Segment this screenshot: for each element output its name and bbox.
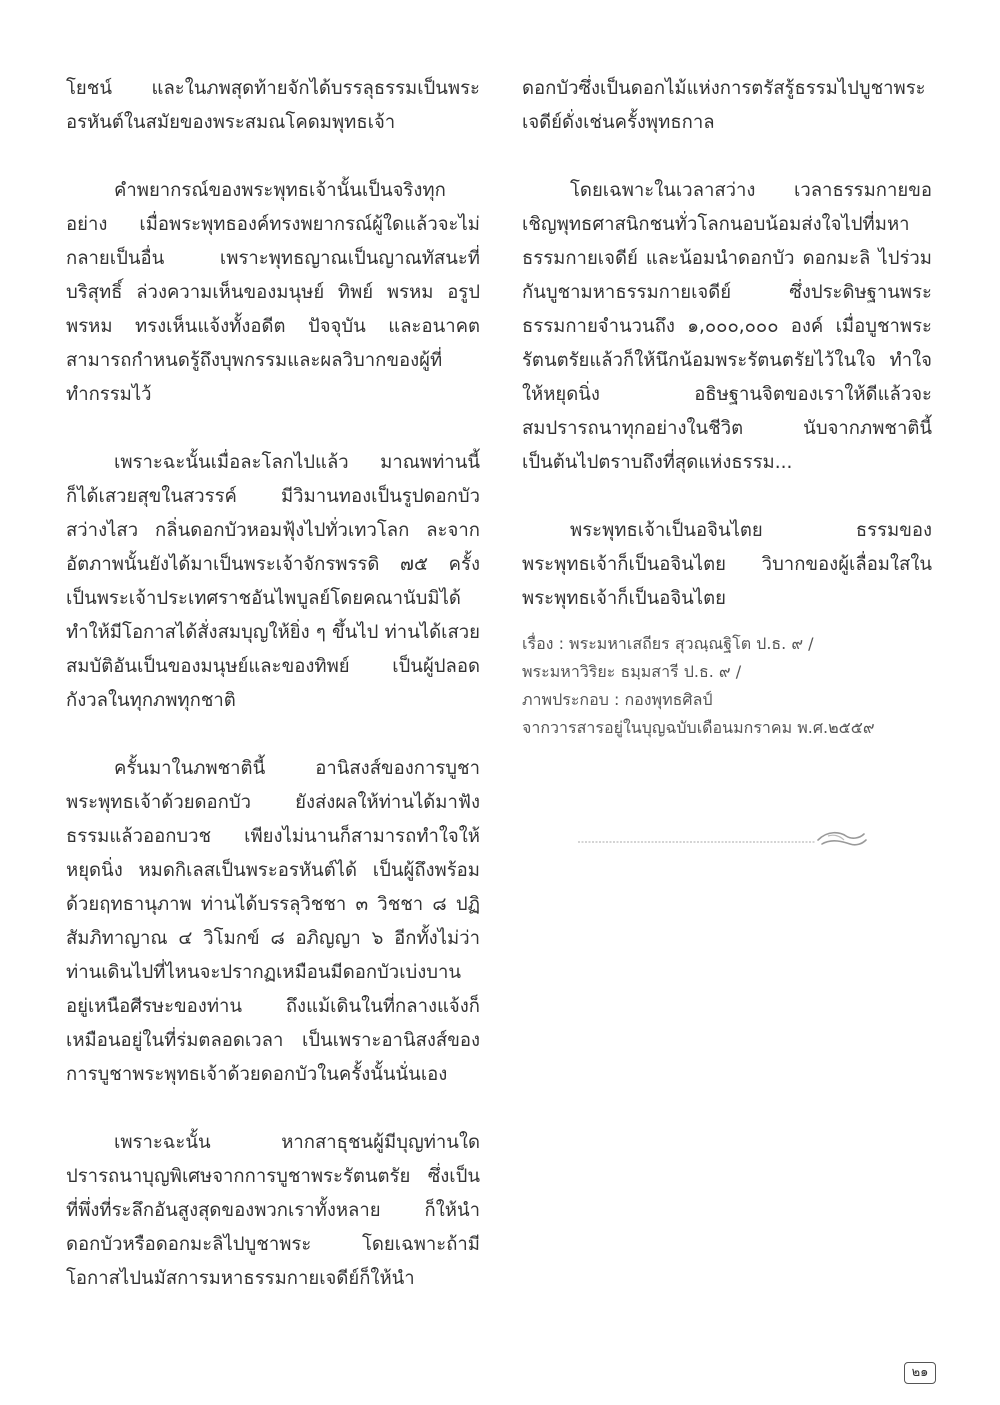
- article-credits: [522, 630, 932, 742]
- credit-illustration: ภาพประกอบ : กองพุทธศิลป์: [522, 690, 713, 709]
- paragraph-this-life: ครั้นมาในภพชาตินี้ อานิสงส์ของการบูชาพระพุทธเจ้าด้วยดอกบัว ยังส่งผลให้ท่านได้มาฟังธรรมแล้วออกบวช เพียงไม่นานก็สามารถทำใจให้หยุดนิ่ง หมดกิเลสเป็นพระอรหันต์ได้ เป็นผู้ถึงพร้อมด้วยฤทธานุภาพ ท่านได้บรรลุวิชชา ๓ วิชชา ๘ ปฏิสัมภิทาญาณ ๔ วิโมกข์ ๘ อภิญญา ๖ อีกทั้งไม่ว่าท่านเดินไปที่ไหนจะปรากฏเหมือนมีดอกบัวเบ่งบานอยู่เหนือศีรษะของท่าน ถึงแม้เดินในที่กลางแจ้งก็เหมือนอยู่ในที่ร่มตลอดเวลา เป็นเพราะอานิสงส์ของการบูชาพระพุทธเจ้าด้วยดอกบัวในครั้งนั้นนั่นเอง: [66, 758, 480, 1085]
- page-number: ๒๑: [904, 1362, 936, 1384]
- divider-ornament-icon: [578, 826, 868, 850]
- paragraph-continuation: โยชน์ และในภพสุดท้ายจักได้บรรลุธรรมเป็นพระอรหันต์ในสมัยของพระสมณโคดมพุทธเจ้า: [66, 78, 480, 133]
- credit-author-1: เรื่อง : พระมหาเสถียร สุวณฺณฐิโต ป.ธ. ๙ /: [522, 634, 814, 653]
- credit-author-2: พระมหาวิริยะ ธมฺมสารี ป.ธ. ๙ /: [522, 662, 742, 681]
- paragraph-prophecy: คำพยากรณ์ของพระพุทธเจ้านั้นเป็นจริงทุกอย่าง เมื่อพระพุทธองค์ทรงพยากรณ์ผู้ใดแล้วจะไม่กลายเป็นอื่น เพราะพุทธญาณเป็นญาณทัสนะที่บริสุทธิ์ ล่วงความเห็นของมนุษย์ ทิพย์ พรหม อรูปพรหม ทรงเห็นแจ้งทั้งอดีต ปัจจุบัน และอนาคต สามารถกำหนดรู้ถึงบุพกรรมและผลวิบากของผู้ที่ทำกรรมไว้: [66, 180, 480, 405]
- paragraph-inconceivable: พระพุทธเจ้าเป็นอจินไตย ธรรมของพระพุทธเจ้าก็เป็นอจินไตย วิบากของผู้เลื่อมใสในพระพุทธเจ้าก็เป็นอจินไตย: [522, 520, 932, 609]
- paragraph-dhammakaya-invitation: โดยเฉพาะในเวลาสว่าง เวลาธรรมกายขอเชิญพุทธศาสนิกชนทั่วโลกนอบน้อมส่งใจไปที่มหาธรรมกายเจดีย์ และน้อมนำดอกบัว ดอกมะลิ ไปร่วมกันบูชามหาธรรมกายเจดีย์ ซึ่งประดิษฐานพระธรรมกายจำนวนถึง ๑,๐๐๐,๐๐๐ องค์ เมื่อบูชาพระรัตนตรัยแล้วก็ให้นึกน้อมพระรัตนตรัยไว้ในใจ ทำใจให้หยุดนิ่ง อธิษฐานจิตของเราให้ดีแล้วจะสมปรารถนาทุกอย่างในชีวิต นับจากภพชาตินี้เป็นต้นไปตราบถึงที่สุดแห่งธรรม...: [522, 180, 932, 473]
- left-column: [66, 72, 480, 1296]
- credit-source: จากวารสารอยู่ในบุญฉบับเดือนมกราคม พ.ศ.๒๕๕๙: [522, 718, 875, 737]
- paragraph-lotus-offering: ดอกบัวซึ่งเป็นดอกไม้แห่งการตรัสรู้ธรรมไปบูชาพระเจดีย์ดั่งเช่นครั้งพุทธกาล: [522, 78, 926, 133]
- right-column: [522, 72, 932, 742]
- paragraph-heaven: เพราะฉะนั้นเมื่อละโลกไปแล้ว มาณพท่านนี้ก็ได้เสวยสุขในสวรรค์ มีวิมานทองเป็นรูปดอกบัวสว่างไสว กลิ่นดอกบัวหอมฟุ้งไปทั่วเทวโลก ละจากอัตภาพนั้นยังได้มาเป็นพระเจ้าจักรพรรดิ ๗๕ ครั้ง เป็นพระเจ้าประเทศราชอันไพบูลย์โดยคณานับมิได้ ทำให้มีโอกาสได้สั่งสมบุญให้ยิ่ง ๆ ขึ้นไป ท่านได้เสวยสมบัติอันเป็นของมนุษย์และของทิพย์ เป็นผู้ปลอดกังวลในทุกภพทุกชาติ: [66, 452, 480, 711]
- paragraph-therefore: เพราะฉะนั้น หากสาธุชนผู้มีบุญท่านใดปรารถนาบุญพิเศษจากการบูชาพระรัตนตรัย ซึ่งเป็นที่พึ่งที่ระลึกอันสูงสุดของพวกเราทั้งหลาย ก็ให้นำดอกบัวหรือดอกมะลิไปบูชาพระ โดยเฉพาะถ้ามีโอกาสไปนมัสการมหาธรรมกายเจดีย์ก็ให้นำ: [66, 1132, 480, 1289]
